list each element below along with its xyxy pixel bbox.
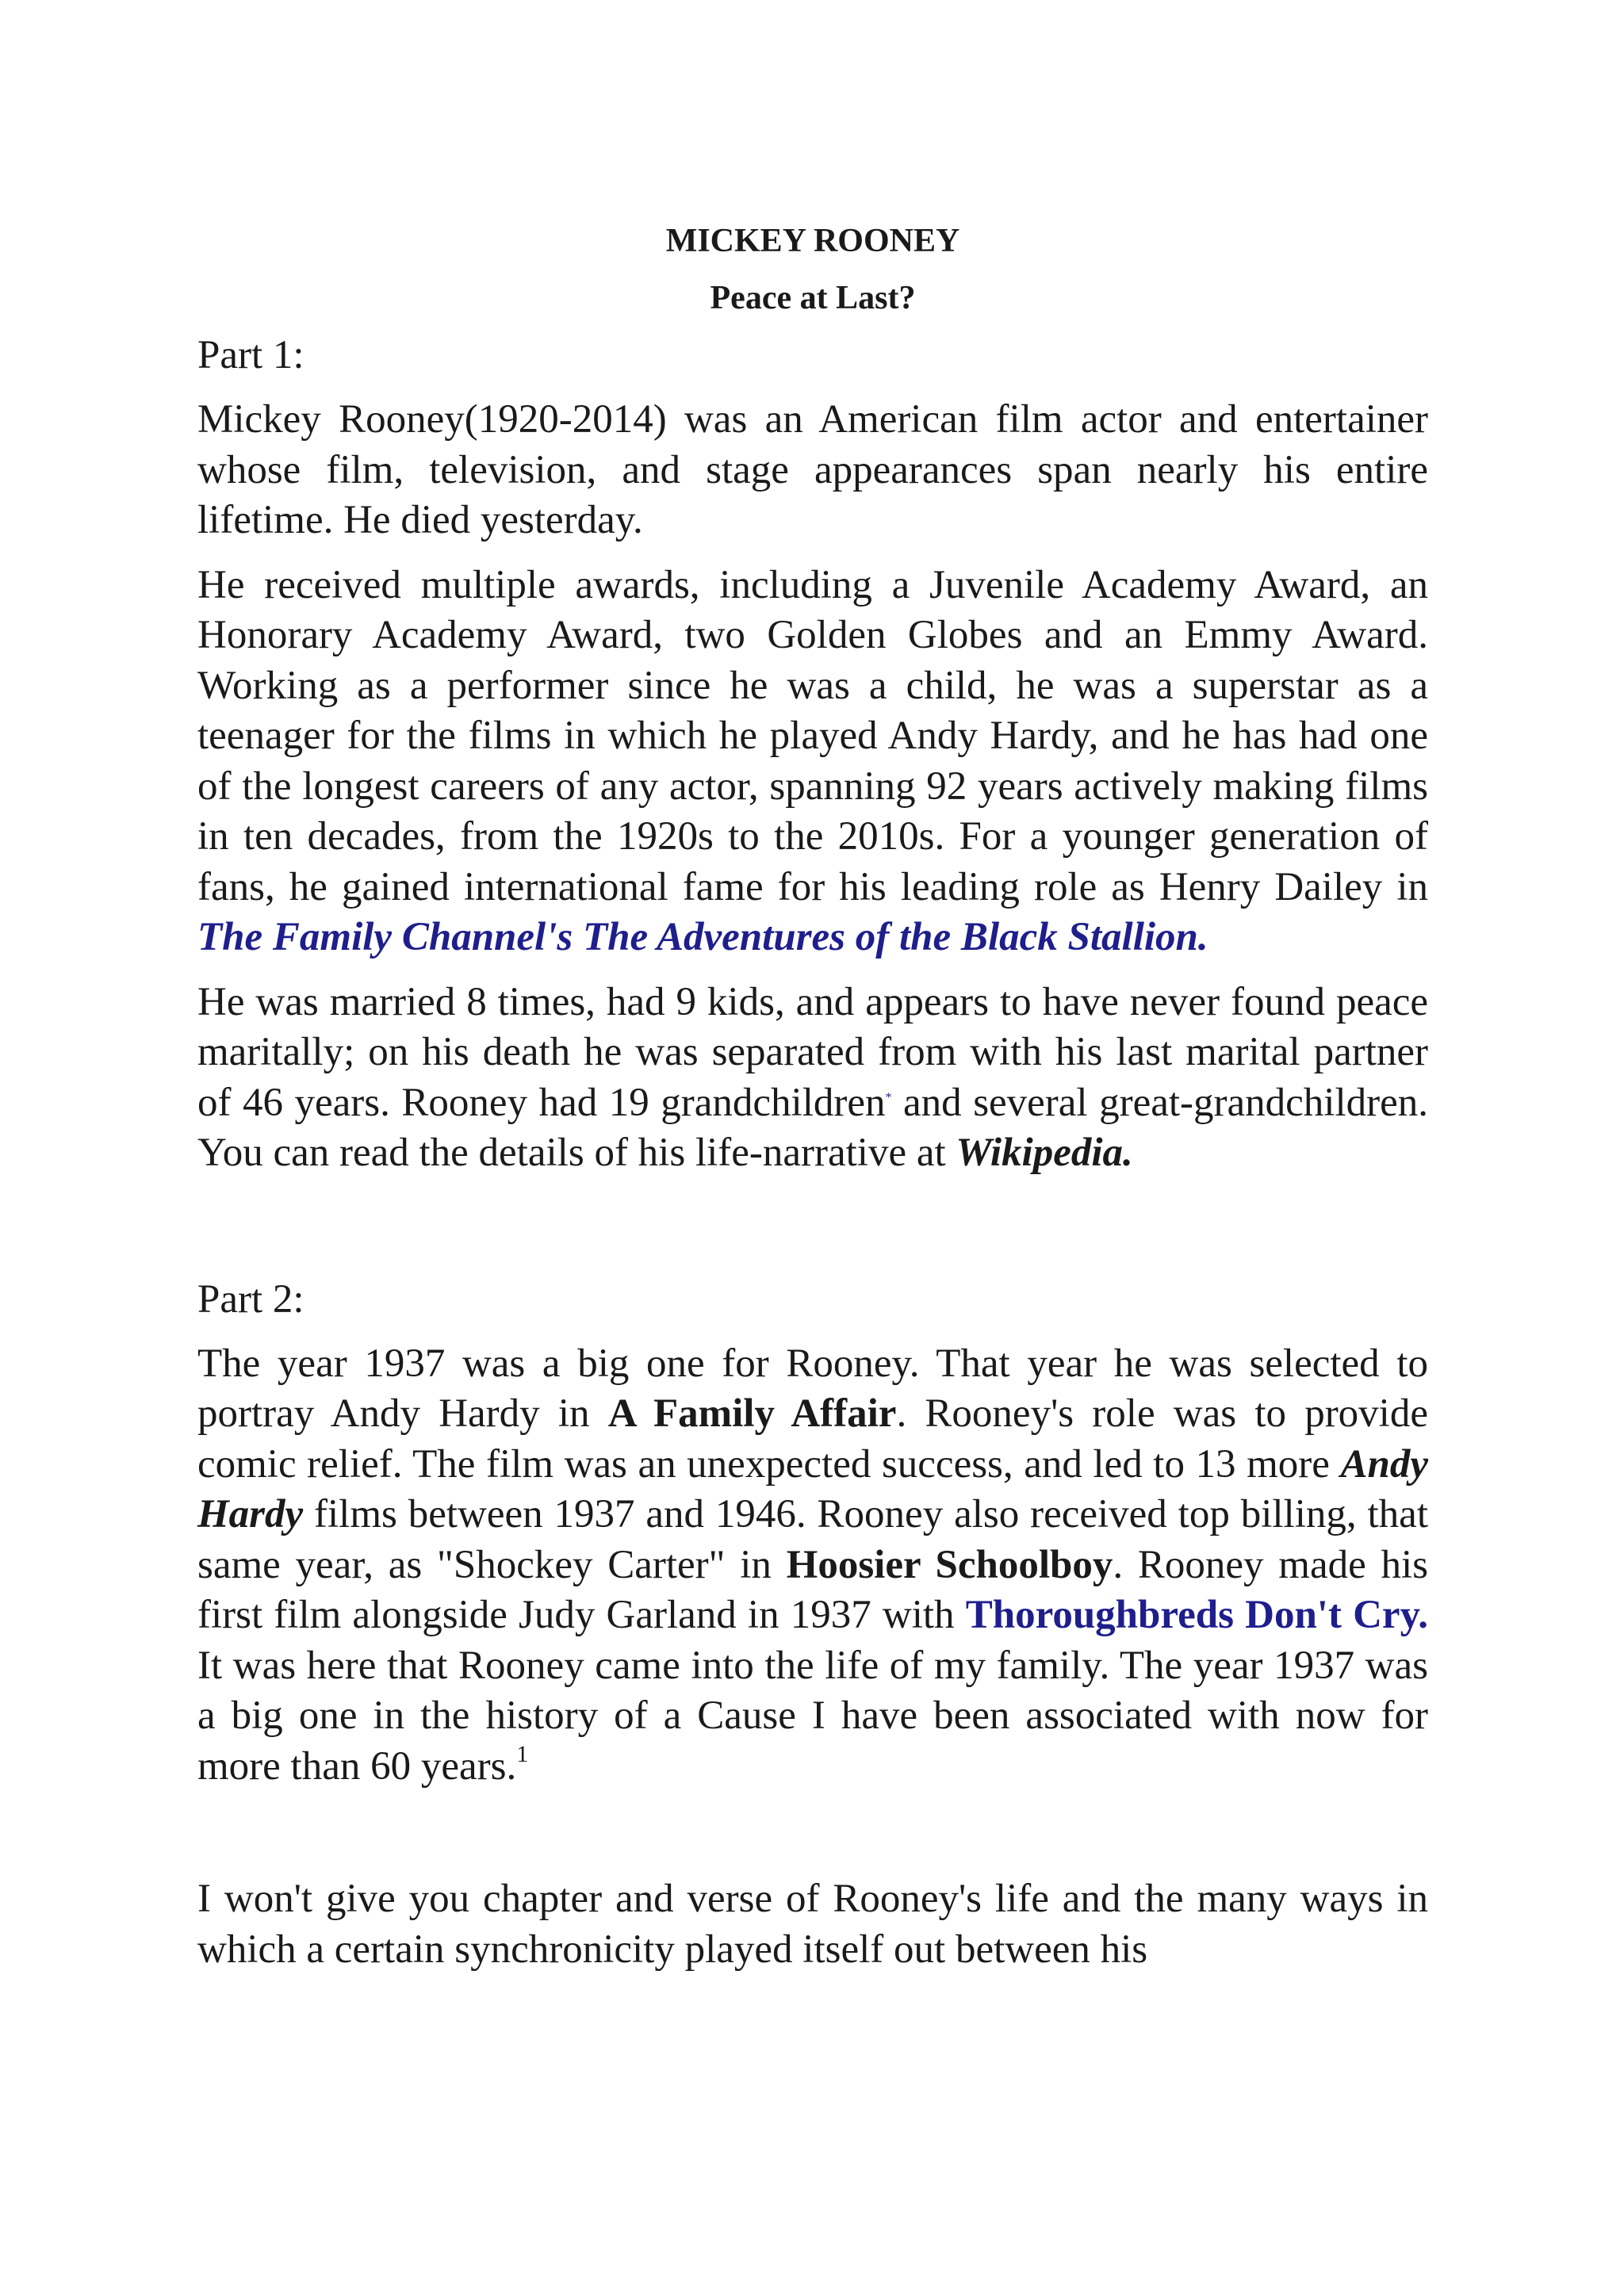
hoosier-schoolboy-title: Hoosier Schoolboy [786, 1542, 1113, 1587]
footnote-1[interactable]: 1 [516, 1740, 529, 1767]
part2-paragraph-1-text-c: films between 1937 and 1946. Rooney also received top billing, that same year, as "Shockey Carter" in [197, 1492, 1428, 1587]
part2-paragraph-2: I won't give you chapter and verse of Rooney's life and the many ways in which a certain synchronicity played itself out between his [197, 1877, 1428, 1972]
part1-paragraph-1: Mickey Rooney(1920-2014) was an American film actor and entertainer whose film, television, and stage appearances span nearly his entire lifetime. He died yesterday. [197, 397, 1428, 542]
part2-paragraph-1 [197, 1339, 1428, 1793]
footnote-marker[interactable]: * [885, 1090, 892, 1104]
part2-paragraph-1-text-d: . Rooney made his first film alongside Judy Garland in 1937 with [197, 1542, 1428, 1637]
part1-paragraph-2 [197, 561, 1428, 963]
part2-paragraph-1-text-a: The year 1937 was a big one for Rooney. That year he was selected to portray Andy Hardy in [197, 1341, 1428, 1436]
part1-paragraph-3-text-b: and several great-grandchildren. You can read the details of his life-narrative at [197, 1080, 1428, 1175]
document-page [197, 212, 1428, 1989]
thoroughbreds-link[interactable]: Thoroughbreds Don't Cry. [965, 1593, 1429, 1637]
part1-paragraph-3-text-a: He was married 8 times, had 9 kids, and appears to have never found peace maritally; on his death he was separated from with his last marital partner of 46 years. Rooney had 19 grandchildren [197, 979, 1428, 1125]
black-stallion-link[interactable]: The Family Channel's The Adventures of the Black Stallion. [197, 915, 1208, 959]
part2-heading: Part 2: [197, 1276, 304, 1322]
andy-hardy-title: Andy Hardy [197, 1441, 1428, 1536]
paragraph-spacer [197, 1806, 1428, 1874]
part1-paragraph-3 [197, 978, 1428, 1179]
page-subtitle: Peace at Last? [710, 280, 916, 316]
part1-heading: Part 1: [197, 333, 304, 377]
wikipedia-reference: Wikipedia. [956, 1131, 1133, 1175]
section-spacer [197, 1193, 1428, 1274]
a-family-affair-title: A Family Affair [607, 1391, 897, 1436]
part2-paragraph-1-text-e: It was here that Rooney came into the life of my family. The year 1937 was a big one in the history of a Cause I have been associated with now for more than 60 years. [197, 1643, 1428, 1789]
page-title: MICKEY ROONEY [665, 223, 960, 259]
part1-paragraph-2-text: He received multiple awards, including a Juvenile Academy Award, an Honorary Academy Award, two Golden Globes and an Emmy Award. Working as a performer since he was a child, he was a superstar as a teenager for the films in which he played Andy Hardy, and he has had one of the longest careers of any actor, spanning 92 years actively making films in ten decades, from the 1920s to the 2010s. For a younger generation of fans, he gained international fame for his leading role as Henry Dailey in [197, 562, 1428, 909]
part2-paragraph-1-text-b: . Rooney's role was to provide comic relief. The film was an unexpected success, and led to 13 more [197, 1391, 1428, 1487]
